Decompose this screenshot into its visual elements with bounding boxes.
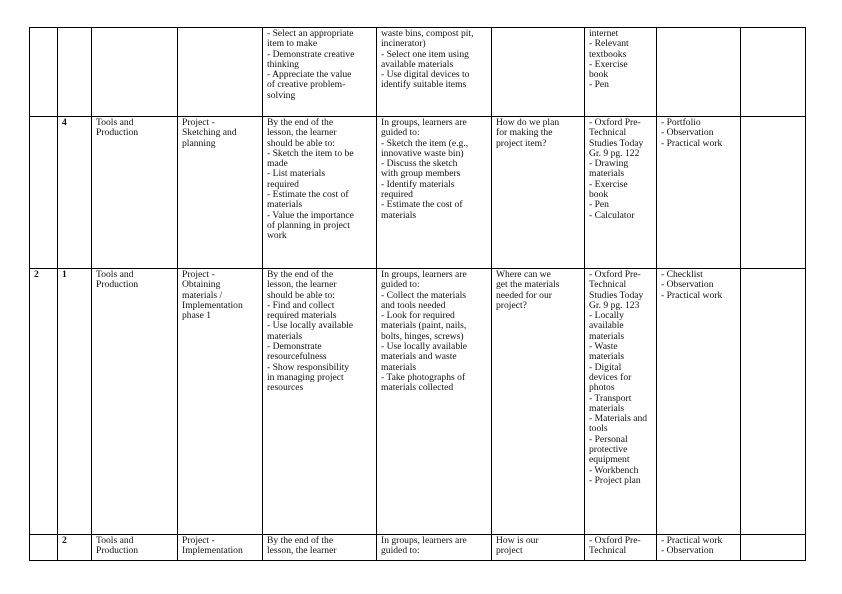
learning-resources-cell (585, 535, 657, 561)
cell-line: Tools and (96, 269, 134, 280)
cell-line: - Show responsibility (267, 361, 350, 373)
table-body (30, 28, 806, 561)
cell-line: - Use locally available (267, 320, 354, 332)
cell-line: By the end of the (267, 269, 334, 280)
learning-resources-cell (585, 28, 657, 117)
cell-line: Implementation (182, 299, 243, 311)
cell-line: - Checklist (661, 269, 703, 280)
cell-line: - Estimate the cost of (381, 199, 463, 211)
cell-line: book (589, 189, 609, 201)
cell-line: How do we plan (496, 117, 560, 128)
cell-line: - Materials and (589, 413, 648, 425)
cell-line: lesson, the learner (267, 127, 337, 139)
cell-line: required materials (267, 310, 337, 322)
cell-line: Studies Today (589, 137, 644, 149)
cell-line: lesson, the learner (267, 279, 337, 291)
cell-line: - Locally (589, 310, 624, 322)
cell-line: guided to: (381, 545, 420, 557)
cell-line: materials (589, 351, 625, 363)
week-cell (30, 28, 58, 117)
cell-line: innovative waste bin) (381, 147, 464, 159)
cell-line: How is our (496, 535, 539, 546)
cell-line: guided to: (381, 279, 420, 291)
cell-line: materials collected (381, 382, 454, 394)
cell-line: in managing project (267, 371, 344, 383)
learning-experiences-cell (377, 28, 492, 117)
cell-line: - List materials (267, 168, 326, 180)
cell-line: incinerator) (381, 38, 426, 50)
key-inquiry-question-cell (492, 535, 585, 561)
assessment-cell (657, 28, 741, 117)
cell-line: - Use locally available (381, 341, 468, 353)
cell-line: - Demonstrate (267, 341, 322, 353)
cell-line: made (267, 158, 288, 170)
table-row (30, 269, 806, 535)
cell-line: - Select one item using (381, 48, 469, 60)
cell-line: photos (589, 382, 615, 394)
sub-strand-cell (178, 269, 263, 535)
cell-line: Production (96, 279, 139, 291)
cell-line: - Observation (661, 127, 714, 139)
cell-line: resources (267, 382, 304, 394)
learning-experiences-cell (377, 117, 492, 269)
cell-line: - Look for required (381, 310, 455, 322)
cell-line: - Sketch the item to be (267, 147, 354, 159)
cell-line: materials (381, 209, 417, 221)
cell-line: Studies Today (589, 289, 644, 301)
learning-outcomes-cell (263, 117, 377, 269)
week-cell (30, 117, 58, 269)
cell-line: - Use digital devices to (381, 69, 470, 81)
cell-line: item to make (267, 38, 318, 50)
learning-experiences-cell (377, 535, 492, 561)
cell-line: project item? (496, 137, 547, 149)
cell-line: - Practical work (661, 535, 723, 546)
cell-line: - Exercise (589, 58, 628, 70)
cell-line: project (496, 545, 523, 557)
cell-line: for making the (496, 127, 553, 139)
cell-line: Technical (589, 127, 627, 139)
cell-line: of planning in project (267, 219, 350, 231)
cell-line: - Oxford Pre- (589, 117, 641, 128)
reflection-cell (741, 28, 806, 117)
assessment-cell (657, 535, 741, 561)
cell-line: - Observation (661, 545, 714, 557)
cell-line: equipment (589, 454, 630, 466)
cell-line: bolts, hinges, screws) (381, 330, 464, 342)
cell-line: Technical (589, 279, 627, 291)
cell-line: lesson, the learner (267, 545, 337, 557)
cell-line: should be able to: (267, 137, 335, 149)
cell-line: Tools and (96, 535, 134, 546)
cell-line: materials (589, 402, 625, 414)
cell-line: get the materials (496, 279, 560, 291)
lesson-cell: 2 (58, 535, 92, 561)
cell-line: tools (589, 423, 608, 435)
cell-line: and tools needed (381, 299, 446, 311)
cell-line: - Practical work (661, 289, 723, 301)
lesson-cell (58, 28, 92, 117)
lesson-cell: 4 (58, 117, 92, 269)
cell-line: identify suitable items (381, 79, 467, 91)
cell-line: - Oxford Pre- (589, 535, 641, 546)
cell-line: - Exercise (589, 178, 628, 190)
week-cell (30, 535, 58, 561)
cell-line: - Estimate the cost of (267, 189, 349, 201)
cell-line: - Personal (589, 433, 628, 445)
cell-line: - Project plan (589, 474, 641, 486)
key-inquiry-question-cell (492, 269, 585, 535)
cell-line: By the end of the (267, 117, 334, 128)
strand-cell (92, 28, 178, 117)
cell-line: - Collect the materials (381, 289, 466, 301)
strand-cell (92, 117, 178, 269)
sub-strand-cell (178, 535, 263, 561)
cell-line: Project - (182, 269, 215, 280)
reflection-cell (741, 269, 806, 535)
cell-line: work (267, 230, 287, 242)
assessment-cell (657, 269, 741, 535)
cell-line: devices for (589, 371, 632, 383)
cell-line: thinking (267, 58, 299, 70)
cell-line: Project - (182, 535, 215, 546)
cell-line: of creative problem- (267, 79, 346, 91)
cell-line: - Drawing (589, 158, 629, 170)
cell-line: - Pen (589, 79, 609, 91)
cell-line: waste bins, compost pit, (381, 28, 474, 39)
cell-line: with group members (381, 168, 461, 180)
learning-outcomes-cell (263, 28, 377, 117)
table-row (30, 535, 806, 561)
strand-cell (92, 269, 178, 535)
cell-line: - Value the importance (267, 209, 354, 221)
cell-line: materials and waste (381, 351, 457, 363)
cell-line: textbooks (589, 48, 627, 60)
cell-line: - Identify materials (381, 178, 455, 190)
cell-line: Sketching and (182, 127, 237, 139)
cell-line: Obtaining (182, 279, 221, 291)
lesson-cell: 1 (58, 269, 92, 535)
cell-line: - Observation (661, 279, 714, 291)
cell-line: In groups, learners are (381, 117, 467, 128)
key-inquiry-question-cell (492, 117, 585, 269)
cell-line: - Find and collect (267, 299, 335, 311)
key-inquiry-question-cell (492, 28, 585, 117)
cell-line: - Appreciate the value (267, 69, 352, 81)
cell-line: phase 1 (182, 310, 212, 322)
cell-line: guided to: (381, 127, 420, 139)
cell-line: solving (267, 89, 296, 101)
cell-line: materials (267, 199, 303, 211)
cell-line: - Calculator (589, 209, 635, 221)
cell-line: - Take photographs of (381, 371, 466, 383)
learning-outcomes-cell (263, 269, 377, 535)
cell-line: In groups, learners are (381, 269, 467, 280)
cell-line: - Relevant (589, 38, 629, 50)
assessment-cell (657, 117, 741, 269)
cell-line: needed for our (496, 289, 552, 301)
cell-line: In groups, learners are (381, 535, 467, 546)
strand-cell (92, 535, 178, 561)
week-cell: 2 (30, 269, 58, 535)
cell-line: Gr. 9 pg. 122 (589, 147, 640, 159)
cell-line: materials / (182, 289, 223, 301)
cell-line: Tools and (96, 117, 134, 128)
cell-line: - Discuss the sketch (381, 158, 458, 170)
cell-line: - Pen (589, 199, 609, 211)
cell-line: - Oxford Pre- (589, 269, 641, 280)
cell-line: Production (96, 545, 139, 557)
sub-strand-cell (178, 117, 263, 269)
table-row (30, 28, 806, 117)
cell-line: Technical (589, 545, 627, 557)
cell-line: - Workbench (589, 464, 639, 476)
cell-line: required (381, 189, 413, 201)
reflection-cell (741, 535, 806, 561)
cell-line: - Select an appropriate (267, 28, 354, 39)
cell-line: - Practical work (661, 137, 723, 149)
cell-line: required (267, 178, 299, 190)
learning-resources-cell (585, 117, 657, 269)
cell-line: planning (182, 137, 216, 149)
scheme-of-work-table (29, 27, 806, 561)
cell-line: Where can we (496, 269, 551, 280)
cell-line: - Portfolio (661, 117, 701, 128)
cell-line: materials (589, 168, 625, 180)
sub-strand-cell (178, 28, 263, 117)
cell-line: available materials (381, 58, 454, 70)
cell-line: internet (589, 28, 619, 39)
cell-line: Gr. 9 pg. 123 (589, 299, 640, 311)
table-row (30, 117, 806, 269)
cell-line: should be able to: (267, 289, 335, 301)
cell-line: project? (496, 299, 527, 311)
cell-line: Implementation (182, 545, 243, 557)
cell-line: - Sketch the item (e.g., (381, 137, 469, 149)
cell-line: materials (paint, nails, (381, 320, 467, 332)
learning-experiences-cell (377, 269, 492, 535)
cell-line: materials (267, 330, 303, 342)
cell-line: resourcefulness (267, 351, 327, 363)
cell-line: available (589, 320, 624, 332)
cell-line: - Digital (589, 361, 622, 373)
cell-line: - Demonstrate creative (267, 48, 355, 60)
cell-line: - Transport (589, 392, 632, 404)
reflection-cell (741, 117, 806, 269)
cell-line: book (589, 69, 609, 81)
cell-line: materials (589, 330, 625, 342)
cell-line: protective (589, 444, 628, 456)
cell-line: Production (96, 127, 139, 139)
cell-line: By the end of the (267, 535, 334, 546)
cell-line: materials (381, 361, 417, 373)
cell-line: Project - (182, 117, 215, 128)
cell-line: - Waste (589, 341, 618, 353)
learning-resources-cell (585, 269, 657, 535)
learning-outcomes-cell (263, 535, 377, 561)
